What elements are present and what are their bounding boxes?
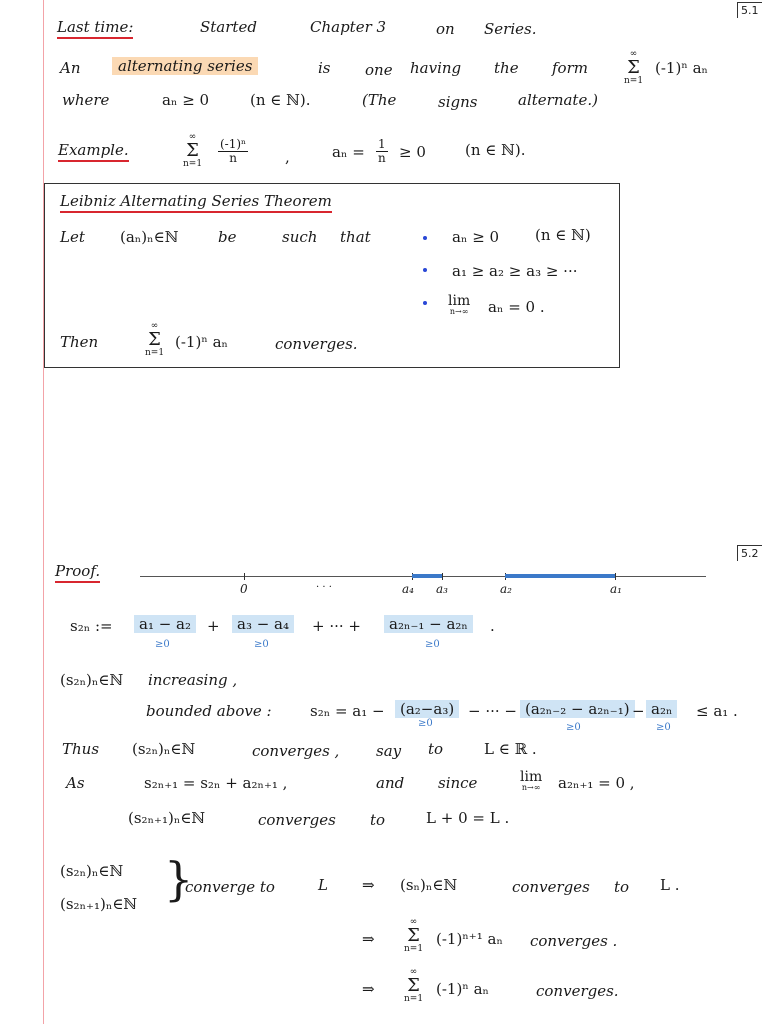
theorem-word: Then <box>60 333 99 351</box>
as-since: since <box>438 774 478 792</box>
brace-seq-1: (s₂ₙ)ₙ∈ℕ <box>60 862 124 880</box>
bounded-expr: s₂ₙ = a₁ − <box>310 702 385 720</box>
intro-word: where <box>62 91 110 109</box>
theorem-seq: (aₙ)ₙ∈ℕ <box>120 228 179 246</box>
sum-symbol: ∞ Σ n=1 <box>183 132 203 169</box>
increasing-text: increasing , <box>148 671 238 689</box>
nl-label-a4: a₄ <box>402 582 414 596</box>
condition-2: a₁ ≥ a₂ ≥ a₃ ≥ ··· <box>452 262 578 280</box>
odd-to: to <box>370 811 386 829</box>
ge0-label: ≥0 <box>656 722 671 733</box>
theorem-title: Leibniz Alternating Series Theorem <box>60 192 332 213</box>
ge0-label: ≥0 <box>418 718 433 729</box>
condition-3: aₙ = 0 . <box>488 298 545 316</box>
implies-arrow-1: ⇒ <box>362 876 375 894</box>
tick-a3 <box>442 573 443 580</box>
bullet-icon <box>423 301 427 305</box>
example-heading: Example. <box>58 141 129 162</box>
bounded-group-1: (a₂−a₃) <box>395 700 459 718</box>
group-2: a₃ − a₄ <box>232 615 294 633</box>
ge0-label: ≥0 <box>425 639 440 650</box>
imp1-L: L . <box>660 876 680 894</box>
intro-word: An <box>60 59 81 77</box>
sum-symbol: ∞ Σ n=1 <box>145 321 165 358</box>
brace-L: L <box>318 876 328 894</box>
thus-text: Thus <box>62 740 100 758</box>
ge0-label: ≥0 <box>254 639 269 650</box>
brace-seq-2: (s₂ₙ₊₁)ₙ∈ℕ <box>60 895 138 913</box>
plus-sign: + <box>207 617 220 635</box>
imp1-conv: converges <box>512 878 590 896</box>
odd-seq: (s₂ₙ₊₁)ₙ∈ℕ <box>128 809 206 827</box>
bullet-icon <box>423 268 427 272</box>
intro-word: one <box>365 61 393 79</box>
imp3-conv: converges. <box>536 982 619 1000</box>
proof-heading: Proof. <box>55 562 100 583</box>
ge0-label: ≥0 <box>566 722 581 733</box>
form-term: (-1)ⁿ aₙ <box>655 59 709 77</box>
theorem-word: such <box>282 228 318 246</box>
example-fraction: $\frac{\text{(-1)ⁿ}}{n}$ <box>220 137 247 166</box>
period: . <box>490 617 495 635</box>
condition-3-lim: lim n→∞ <box>448 293 471 316</box>
bounded-minus: − <box>632 702 645 720</box>
thus-seq: (s₂ₙ)ₙ∈ℕ <box>132 740 196 758</box>
implies-arrow-3: ⇒ <box>362 980 375 998</box>
thus-conv: converges , <box>252 742 340 760</box>
bounded-above-text: bounded above : <box>146 702 272 720</box>
condition-1-n: (n ∈ ℕ) <box>535 226 591 244</box>
plus-dots: + ··· + <box>312 617 361 635</box>
intro-word: having <box>410 59 462 77</box>
thus-say: say <box>376 742 402 760</box>
intro-word: alternate.) <box>518 91 598 109</box>
s2n-seq: (s₂ₙ)ₙ∈ℕ <box>60 671 124 689</box>
theorem-word: be <box>218 228 237 246</box>
sum-symbol: ∞ Σ n=1 <box>404 917 424 954</box>
intro-word: on <box>436 20 455 38</box>
group-1: a₁ − a₂ <box>134 615 196 633</box>
nl-label-a2: a₂ <box>500 582 512 596</box>
intro-word: is <box>318 59 331 77</box>
nl-label-dots: · · · <box>316 582 332 593</box>
ge0-label: ≥0 <box>155 639 170 650</box>
implies-arrow-2: ⇒ <box>362 930 375 948</box>
intro-math: (n ∈ ℕ). <box>250 91 311 109</box>
sum-symbol: ∞ Σ n=1 <box>624 49 644 86</box>
example-n: (n ∈ ℕ). <box>465 141 526 159</box>
nl-label-zero: 0 <box>240 582 248 596</box>
as-lim-rest: a₂ₙ₊₁ = 0 , <box>558 774 635 792</box>
as-text: As <box>66 774 85 792</box>
segment-a4-a3 <box>412 574 442 578</box>
imp2-term: (-1)ⁿ⁺¹ aₙ <box>436 930 503 948</box>
example-comma: , <box>285 148 290 166</box>
theorem-term: (-1)ⁿ aₙ <box>175 333 229 351</box>
bounded-mid: − ··· − <box>468 702 517 720</box>
segment-a2-a1 <box>505 574 615 578</box>
theorem-word: Let <box>60 228 85 246</box>
thus-to: to <box>428 740 444 758</box>
bounded-group-3: a₂ₙ <box>646 700 677 718</box>
imp1-to: to <box>614 878 630 896</box>
bullet-icon <box>423 236 427 240</box>
alternating-series-highlight: alternating series <box>112 57 258 75</box>
nl-label-a3: a₃ <box>436 582 448 596</box>
example-ge: ≥ 0 <box>399 143 426 161</box>
tick-a1 <box>615 573 616 580</box>
bounded-group-2: (a₂ₙ₋₂ − a₂ₙ₋₁) <box>520 700 635 718</box>
odd-conv: converges <box>258 811 336 829</box>
s2n-def: s₂ₙ := <box>70 617 113 635</box>
margin-line <box>43 0 44 1024</box>
condition-1: aₙ ≥ 0 <box>452 228 500 246</box>
intro-word: form <box>552 59 588 77</box>
imp3-term: (-1)ⁿ aₙ <box>436 980 490 998</box>
theorem-word: that <box>340 228 371 246</box>
thus-L: L ∈ ℝ . <box>484 740 537 758</box>
right-brace-icon: } <box>164 852 194 906</box>
example-an: aₙ = <box>332 143 365 161</box>
imp1-seq: (sₙ)ₙ∈ℕ <box>400 876 458 894</box>
tick-zero <box>244 573 245 580</box>
as-lim: lim n→∞ <box>520 769 543 792</box>
theorem-word: converges. <box>275 335 358 353</box>
last-time-heading: Last time: <box>57 18 133 39</box>
intro-word: Series. <box>484 20 537 38</box>
sum-symbol: ∞ Σ n=1 <box>404 967 424 1004</box>
imp2-conv: converges . <box>530 932 618 950</box>
as-expr: s₂ₙ₊₁ = s₂ₙ + a₂ₙ₊₁ , <box>144 774 288 792</box>
intro-word: the <box>494 59 519 77</box>
intro-word: (The <box>362 91 397 109</box>
bounded-le: ≤ a₁ . <box>696 702 738 720</box>
odd-L: L + 0 = L . <box>426 809 510 827</box>
example-an-fraction: $\frac{1}{n}$ <box>378 137 386 166</box>
as-and: and <box>376 774 405 792</box>
intro-word: Chapter 3 <box>310 18 387 36</box>
brace-conv: converge to <box>185 878 275 896</box>
intro-math: aₙ ≥ 0 <box>162 91 210 109</box>
nl-label-a1: a₁ <box>610 582 622 596</box>
page-number-2: 5.2 <box>737 545 762 561</box>
intro-word: Started <box>200 18 257 36</box>
intro-word: signs <box>438 93 478 111</box>
page-number-1: 5.1 <box>737 2 762 18</box>
group-3: a₂ₙ₋₁ − a₂ₙ <box>384 615 473 633</box>
